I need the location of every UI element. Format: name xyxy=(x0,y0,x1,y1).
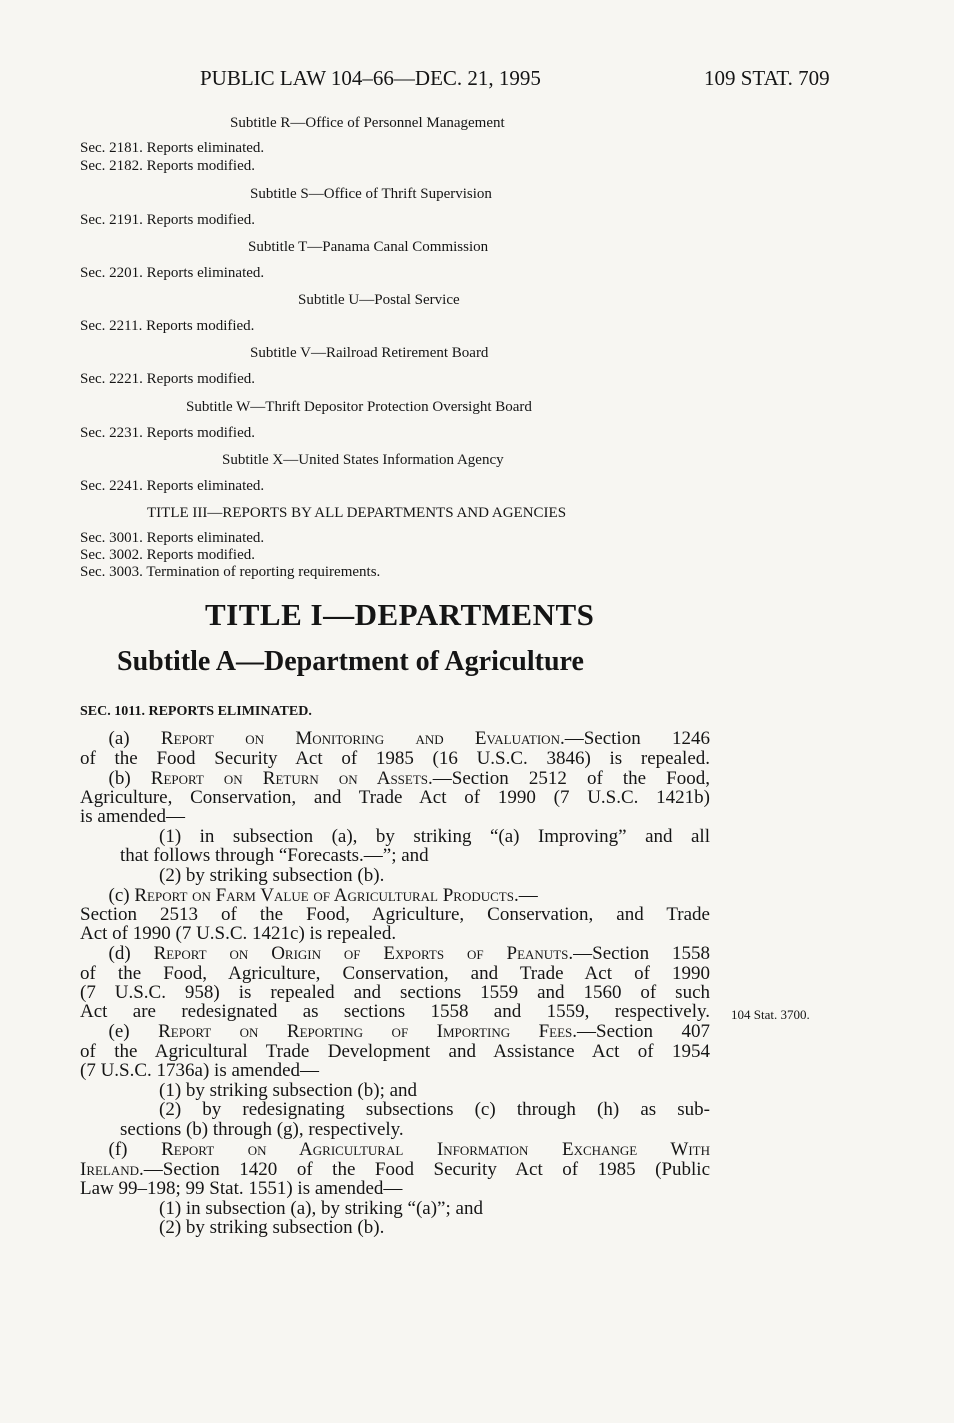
paragraph-e-line: of the Agricultural Trade Development and Assistance Act of 1954 xyxy=(80,1041,710,1062)
paragraph-e-item: (2) by redesignating subsections (c) through (h) as sub- xyxy=(159,1099,710,1120)
paragraph-b-line: Agriculture, Conservation, and Trade Act of 1990 (7 U.S.C. 1421b) xyxy=(80,787,710,808)
paragraph-d-line: of the Food, Agriculture, Conservation, and Trade Act of 1990 xyxy=(80,963,710,984)
paragraph-f-line: Law 99–198; 99 Stat. 1551) is amended— xyxy=(80,1178,403,1199)
paragraph-f-line: (f) Report on Agricultural Information Exchange With xyxy=(108,1139,711,1160)
paragraph-d-line: (d) Report on Origin of Exports of Peanuts.—Section 1558 xyxy=(108,943,711,964)
paragraph-b-line: is amended— xyxy=(80,806,186,827)
running-header: PUBLIC LAW 104–66—DEC. 21, 1995 xyxy=(200,66,541,90)
margin-note: 104 Stat. 3700. xyxy=(731,1007,810,1022)
title-heading: TITLE I—DEPARTMENTS xyxy=(205,597,595,632)
paragraph-e-line: (e) Report on Reporting of Importing Fees.—Section 407 xyxy=(108,1021,711,1042)
toc-subtitle: Subtitle R—Office of Personnel Management xyxy=(230,115,505,131)
toc-section: Sec. 2221. Reports modified. xyxy=(80,371,255,387)
toc-section: Sec. 2211. Reports modified. xyxy=(80,318,255,334)
toc-section: Sec. 2191. Reports modified. xyxy=(80,212,255,228)
paragraph-b-line: (b) Report on Return on Assets.—Section 2512 of the Food, xyxy=(108,768,710,789)
toc-subtitle: Subtitle V—Railroad Retirement Board xyxy=(250,345,489,361)
toc-title-heading: TITLE III—REPORTS BY ALL DEPARTMENTS AND AGENCIES xyxy=(147,505,567,521)
toc-subtitle: Subtitle U—Postal Service xyxy=(298,292,460,308)
stat-page-number: 109 STAT. 709 xyxy=(704,66,830,90)
paragraph-e-line: (7 U.S.C. 1736a) is amended— xyxy=(80,1060,320,1081)
toc-section: Sec. 3003. Termination of reporting requirements. xyxy=(80,564,381,580)
paragraph-e-item: sections (b) through (g), respectively. xyxy=(120,1119,404,1140)
toc-section: Sec. 2181. Reports eliminated. xyxy=(80,140,265,156)
paragraph-d-line: (7 U.S.C. 958) is repealed and sections 1559 and 1560 of such xyxy=(80,982,710,1003)
paragraph-f-item: (1) in subsection (a), by striking “(a)”; and xyxy=(159,1198,483,1219)
paragraph-c-line: Act of 1990 (7 U.S.C. 1421c) is repealed. xyxy=(80,923,397,944)
paragraph-c-line: Section 2513 of the Food, Agriculture, Conservation, and Trade xyxy=(80,904,710,925)
paragraph-b-item: that follows through “Forecasts.—”; and xyxy=(120,845,429,866)
toc-subtitle: Subtitle T—Panama Canal Commission xyxy=(248,239,489,255)
paragraph-a-line: of the Food Security Act of 1985 (16 U.S.C. 3846) is repealed. xyxy=(80,748,710,769)
paragraph-d-line: Act are redesignated as sections 1558 and 1559, respectively. xyxy=(80,1001,710,1022)
toc-subtitle: Subtitle W—Thrift Depositor Protection Oversight Board xyxy=(186,399,532,415)
paragraph-a-line: (a) Report on Monitoring and Evaluation.—Section 1246 xyxy=(108,728,711,749)
toc-section: Sec. 2241. Reports eliminated. xyxy=(80,478,265,494)
paragraph-f-line: Ireland.—Section 1420 of the Food Security Act of 1985 (Public xyxy=(80,1159,710,1180)
toc-subtitle: Subtitle X—United States Information Agency xyxy=(222,452,504,468)
toc-section: Sec. 2201. Reports eliminated. xyxy=(80,265,265,281)
subtitle-heading: Subtitle A—Department of Agriculture xyxy=(117,646,584,677)
section-heading: SEC. 1011. REPORTS ELIMINATED. xyxy=(80,704,312,719)
paragraph-c-line: (c) Report on Farm Value of Agricultural Products.— xyxy=(108,885,538,906)
paragraph-e-item: (1) by striking subsection (b); and xyxy=(159,1080,418,1101)
paragraph-b-item: (2) by striking subsection (b). xyxy=(159,865,385,886)
toc-subtitle: Subtitle S—Office of Thrift Supervision xyxy=(250,186,492,202)
toc-section: Sec. 3001. Reports eliminated. xyxy=(80,530,265,546)
paragraph-b-item: (1) in subsection (a), by striking “(a) Improving” and all xyxy=(159,826,710,847)
paragraph-f-item: (2) by striking subsection (b). xyxy=(159,1217,385,1238)
toc-section: Sec. 2182. Reports modified. xyxy=(80,158,255,174)
toc-section: Sec. 3002. Reports modified. xyxy=(80,547,255,563)
toc-section: Sec. 2231. Reports modified. xyxy=(80,425,255,441)
